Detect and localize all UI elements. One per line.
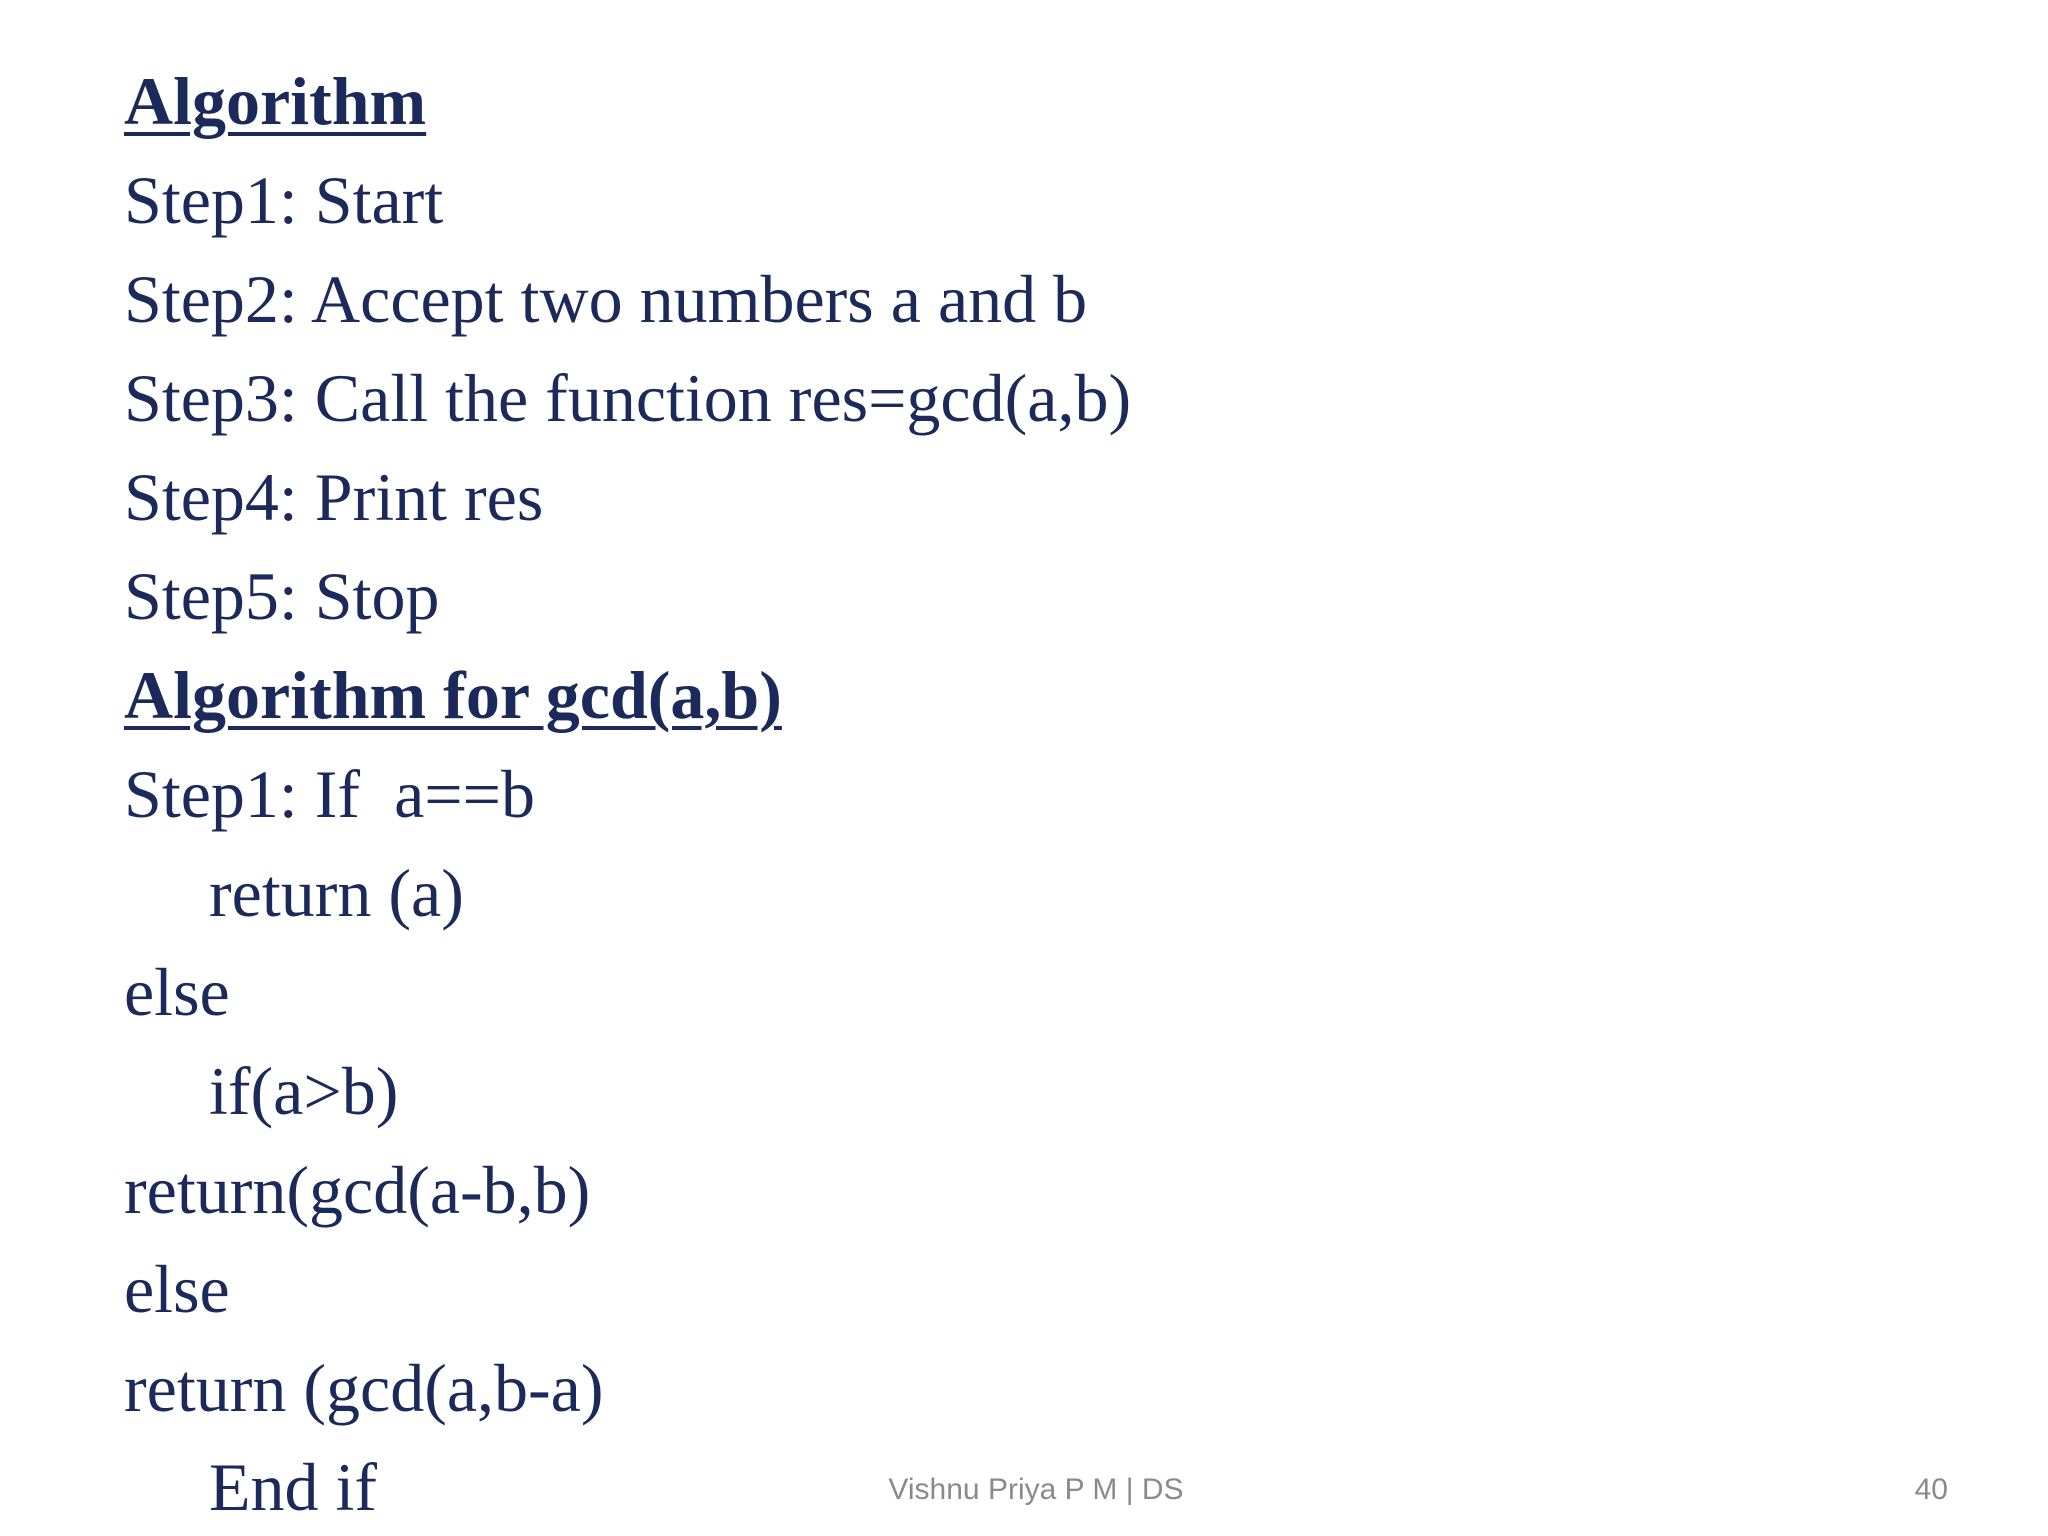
slide-content bbox=[124, 52, 1924, 1536]
step-3-call-function: Step3: Call the function res=gcd(a,b) bbox=[124, 360, 1132, 436]
gcd-algorithm-heading: Algorithm for gcd(a,b) bbox=[124, 657, 782, 733]
step-4-print: Step4: Print res bbox=[124, 459, 544, 535]
step-1-start: Step1: Start bbox=[124, 162, 444, 238]
gcd-end-if: End if bbox=[209, 1449, 378, 1525]
algorithm-heading: Algorithm bbox=[124, 63, 427, 139]
gcd-return-a-minus-b: return(gcd(a-b,b) bbox=[124, 1152, 591, 1228]
gcd-else-2: else bbox=[124, 1251, 230, 1327]
gcd-if-a-greater-b: if(a>b) bbox=[209, 1053, 399, 1129]
gcd-step-1-if: Step1: If a==b bbox=[124, 756, 535, 832]
gcd-return-b-minus-a: return (gcd(a,b-a) bbox=[124, 1350, 604, 1426]
step-5-stop: Step5: Stop bbox=[124, 558, 440, 634]
gcd-return-a: return (a) bbox=[209, 855, 464, 931]
page-number: 40 bbox=[1914, 1473, 1948, 1506]
gcd-else-1: else bbox=[124, 954, 230, 1030]
footer-text: Vishnu Priya P M | DS bbox=[888, 1473, 1184, 1506]
step-2-accept: Step2: Accept two numbers a and b bbox=[124, 261, 1088, 337]
